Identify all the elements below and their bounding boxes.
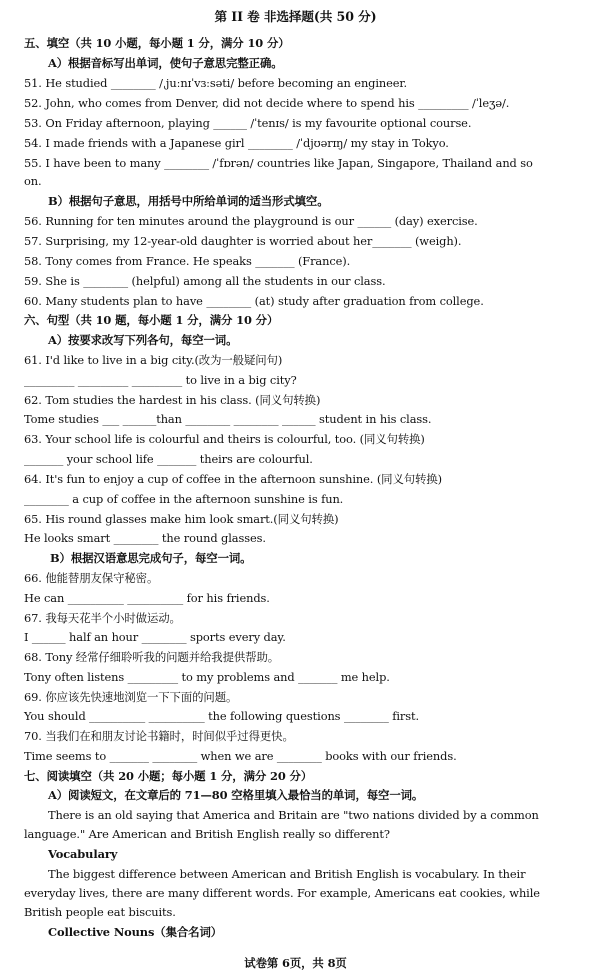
question-60: 60. Many students plan to have ________ (at) study after graduation from college.: [24, 294, 484, 308]
answer-68: Tony often listens _________ to my problems and _______ me help.: [24, 670, 390, 684]
answer-66: He can __________ __________ for his friends.: [24, 591, 270, 605]
section-seven-title: 七、阅读填空（共 20 小题；每小题 1 分，满分 20 分）: [24, 769, 313, 783]
section-six-part-b-title: B）根据汉语意思完成句子，每空一词。: [50, 551, 252, 565]
question-54: 54. I made friends with a Japanese girl ________ /ˈdjʊərɪŋ/ my stay in Tokyo.: [24, 136, 449, 150]
question-66: 66. 他能替朋友保守秘密。: [24, 571, 159, 585]
answer-63: _______ your school life _______ theirs are colourful.: [24, 452, 313, 466]
question-59: 59. She is ________ (helpful) among all the students in our class.: [24, 274, 386, 288]
question-56: 56. Running for ten minutes around the playground is our ______ (day) exercise.: [24, 214, 478, 228]
question-52: 52. John, who comes from Denver, did not decide where to spend his _________ /ˈleʒə/.: [24, 96, 510, 110]
question-58: 58. Tony comes from France. He speaks _______ (France).: [24, 254, 351, 268]
answer-65: He looks smart ________ the round glasses.: [24, 531, 266, 545]
passage-paragraph-2-line-2: everyday lives, there are many different words. For example, Americans eat cookies, while: [24, 886, 540, 900]
question-51: 51. He studied ________ /ˌjuːnɪˈvɜːsəti/ before becoming an engineer.: [24, 76, 408, 90]
answer-61: _________ _________ _________ to live in a big city?: [24, 373, 297, 387]
page-header: 第 II 卷 非选择题(共 50 分): [214, 9, 377, 24]
question-63: 63. Your school life is colourful and theirs is colourful, too. (同义句转换): [24, 432, 425, 446]
section-five-part-a-title: A）根据音标写出单词，使句子意思完整正确。: [48, 56, 283, 70]
question-62: 62. Tom studies the hardest in his class. (同义句转换): [24, 393, 321, 407]
passage-paragraph-2-line-3: British people eat biscuits.: [24, 905, 176, 919]
question-55: 55. I have been to many ________ /ˈfɒrən/ countries like Japan, Singapore, Thailand and so: [24, 156, 533, 170]
section-six-title: 六、句型（共 10 题，每小题 1 分，满分 10 分）: [24, 313, 279, 327]
answer-69: You should __________ __________ the following questions ________ first.: [24, 709, 419, 723]
question-69: 69. 你应该先快速地浏览一下下面的问题。: [24, 690, 238, 704]
passage-paragraph-1-line-1: There is an old saying that America and Britain are "two nations divided by a common: [48, 808, 539, 822]
section-five-title: 五、填空（共 10 小题，每小题 1 分，满分 10 分）: [24, 36, 290, 50]
passage-paragraph-1-line-2: language." Are American and British English really so different?: [24, 827, 390, 841]
passage-heading-collective-nouns: Collective Nouns（集合名词）: [48, 925, 223, 939]
page-footer: 试卷第 6页，共 8页: [244, 956, 347, 970]
section-six-part-a-title: A）按要求改写下列各句，每空一词。: [48, 333, 238, 347]
question-55-cont: on.: [24, 174, 42, 188]
answer-67: I ______ half an hour ________ sports every day.: [24, 630, 286, 644]
question-70: 70. 当我们在和朋友讨论书籍时，时间似乎过得更快。: [24, 729, 294, 743]
answer-62: Tome studies ___ ______than ________ ________ ______ student in his class.: [24, 412, 432, 426]
question-68: 68. Tony 经常仔细聆听我的问题并给我提供帮助。: [24, 650, 280, 664]
question-67: 67. 我每天花半个小时做运动。: [24, 611, 181, 625]
passage-heading-vocabulary: Vocabulary: [48, 847, 118, 861]
section-seven-part-a-title: A）阅读短文，在文章后的 71—80 空格里填入最恰当的单词，每空一词。: [48, 788, 424, 802]
answer-64: ________ a cup of coffee in the afternoon sunshine is fun.: [24, 492, 344, 506]
section-five-part-b-title: B）根据句子意思，用括号中所给单词的适当形式填空。: [48, 194, 329, 208]
answer-70: Time seems to _______ ________ when we are ________ books with our friends.: [24, 749, 457, 763]
question-64: 64. It's fun to enjoy a cup of coffee in the afternoon sunshine. (同义句转换): [24, 472, 442, 486]
question-53: 53. On Friday afternoon, playing ______ /ˈtenɪs/ is my favourite optional course.: [24, 116, 472, 130]
question-65: 65. His round glasses make him look smart.(同义句转换): [24, 512, 339, 526]
question-61: 61. I'd like to live in a big city.(改为一般疑问句): [24, 353, 283, 367]
passage-paragraph-2-line-1: The biggest difference between American and British English is vocabulary. In their: [48, 867, 526, 881]
question-57: 57. Surprising, my 12-year-old daughter is worried about her_______ (weigh).: [24, 234, 462, 248]
